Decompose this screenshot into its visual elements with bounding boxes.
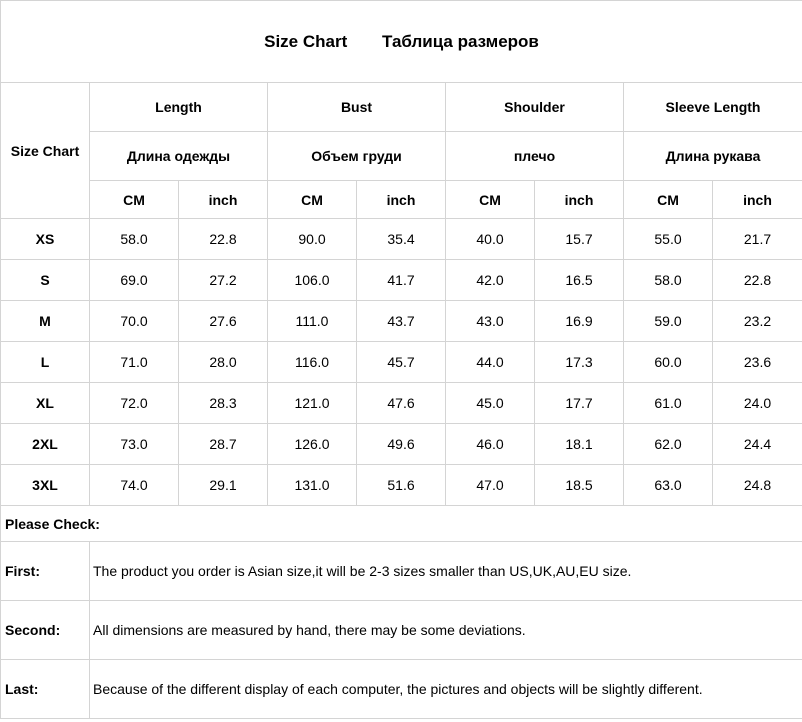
measurement-cell: 24.8 <box>713 465 802 506</box>
measurement-cell: 72.0 <box>90 383 179 424</box>
table-row <box>1 465 802 506</box>
table-row <box>1 342 802 383</box>
measurement-cell: 126.0 <box>268 424 357 465</box>
measurement-cell: 61.0 <box>624 383 713 424</box>
measurement-cell: 17.7 <box>535 383 624 424</box>
size-label: M <box>1 301 90 342</box>
measurement-cell: 18.1 <box>535 424 624 465</box>
measurement-cell: 70.0 <box>90 301 179 342</box>
unit-cm: CM <box>268 181 357 219</box>
measurement-cell: 62.0 <box>624 424 713 465</box>
note-label: First: <box>1 542 90 601</box>
measurement-cell: 44.0 <box>446 342 535 383</box>
measurement-cell: 90.0 <box>268 219 357 260</box>
measurement-cell: 47.0 <box>446 465 535 506</box>
measurement-cell: 24.4 <box>713 424 802 465</box>
chart-title <box>1 1 802 83</box>
measurement-cell: 28.7 <box>179 424 268 465</box>
size-label: 3XL <box>1 465 90 506</box>
measurement-cell: 23.6 <box>713 342 802 383</box>
unit-cm: CM <box>446 181 535 219</box>
measurement-cell: 74.0 <box>90 465 179 506</box>
measurement-cell: 41.7 <box>357 260 446 301</box>
unit-cm: CM <box>624 181 713 219</box>
header-bust-ru: Объем груди <box>268 132 446 181</box>
measurement-cell: 28.3 <box>179 383 268 424</box>
unit-inch: inch <box>713 181 802 219</box>
measurement-cell: 106.0 <box>268 260 357 301</box>
measurement-cell: 46.0 <box>446 424 535 465</box>
note-text: The product you order is Asian size,it will be 2-3 sizes smaller than US,UK,AU,EU size. <box>90 542 802 601</box>
measurement-cell: 16.9 <box>535 301 624 342</box>
measurement-cell: 49.6 <box>357 424 446 465</box>
measurement-cell: 45.7 <box>357 342 446 383</box>
measurement-cell: 16.5 <box>535 260 624 301</box>
header-shoulder-ru: плечо <box>446 132 624 181</box>
table-row <box>1 260 802 301</box>
measurement-cell: 116.0 <box>268 342 357 383</box>
note-label: Second: <box>1 601 90 660</box>
measurement-cell: 42.0 <box>446 260 535 301</box>
measurement-cell: 71.0 <box>90 342 179 383</box>
header-sleeve-length-ru: Длина рукава <box>624 132 802 181</box>
measurement-cell: 35.4 <box>357 219 446 260</box>
measurement-cell: 15.7 <box>535 219 624 260</box>
unit-cm: CM <box>90 181 179 219</box>
measurement-cell: 51.6 <box>357 465 446 506</box>
size-column-header: Size Chart <box>1 83 90 219</box>
measurement-cell: 27.6 <box>179 301 268 342</box>
size-label: XS <box>1 219 90 260</box>
measurement-cell: 27.2 <box>179 260 268 301</box>
measurement-cell: 111.0 <box>268 301 357 342</box>
measurement-cell: 17.3 <box>535 342 624 383</box>
measurement-cell: 23.2 <box>713 301 802 342</box>
measurement-cell: 24.0 <box>713 383 802 424</box>
measurement-cell: 40.0 <box>446 219 535 260</box>
table-row <box>1 424 802 465</box>
measurement-cell: 47.6 <box>357 383 446 424</box>
note-label: Last: <box>1 660 90 719</box>
measurement-cell: 18.5 <box>535 465 624 506</box>
table-row <box>1 301 802 342</box>
header-bust: Bust <box>268 83 446 132</box>
measurement-cell: 22.8 <box>713 260 802 301</box>
header-length: Length <box>90 83 268 132</box>
size-label: XL <box>1 383 90 424</box>
measurement-cell: 121.0 <box>268 383 357 424</box>
measurement-cell: 22.8 <box>179 219 268 260</box>
measurement-cell: 60.0 <box>624 342 713 383</box>
note-text: All dimensions are measured by hand, there may be some deviations. <box>90 601 802 660</box>
measurement-cell: 28.0 <box>179 342 268 383</box>
unit-inch: inch <box>535 181 624 219</box>
measurement-cell: 58.0 <box>90 219 179 260</box>
measurement-cell: 43.0 <box>446 301 535 342</box>
unit-inch: inch <box>179 181 268 219</box>
size-label: 2XL <box>1 424 90 465</box>
measurement-cell: 29.1 <box>179 465 268 506</box>
measurement-cell: 131.0 <box>268 465 357 506</box>
header-length-ru: Длина одежды <box>90 132 268 181</box>
measurement-cell: 55.0 <box>624 219 713 260</box>
measurement-cell: 73.0 <box>90 424 179 465</box>
measurement-cell: 45.0 <box>446 383 535 424</box>
measurement-cell: 59.0 <box>624 301 713 342</box>
title-russian: Таблица размеров <box>381 31 539 51</box>
measurement-cell: 69.0 <box>90 260 179 301</box>
measurement-cell: 63.0 <box>624 465 713 506</box>
header-sleeve-length: Sleeve Length <box>624 83 802 132</box>
size-label: L <box>1 342 90 383</box>
table-row <box>1 219 802 260</box>
header-shoulder: Shoulder <box>446 83 624 132</box>
title-english: Size Chart <box>264 31 348 51</box>
unit-inch: inch <box>357 181 446 219</box>
size-label: S <box>1 260 90 301</box>
measurement-cell: 58.0 <box>624 260 713 301</box>
note-text: Because of the different display of each computer, the pictures and objects will be slightly different. <box>90 660 802 719</box>
table-row <box>1 383 802 424</box>
measurement-cell: 43.7 <box>357 301 446 342</box>
please-check-heading: Please Check: <box>1 506 802 542</box>
measurement-cell: 21.7 <box>713 219 802 260</box>
